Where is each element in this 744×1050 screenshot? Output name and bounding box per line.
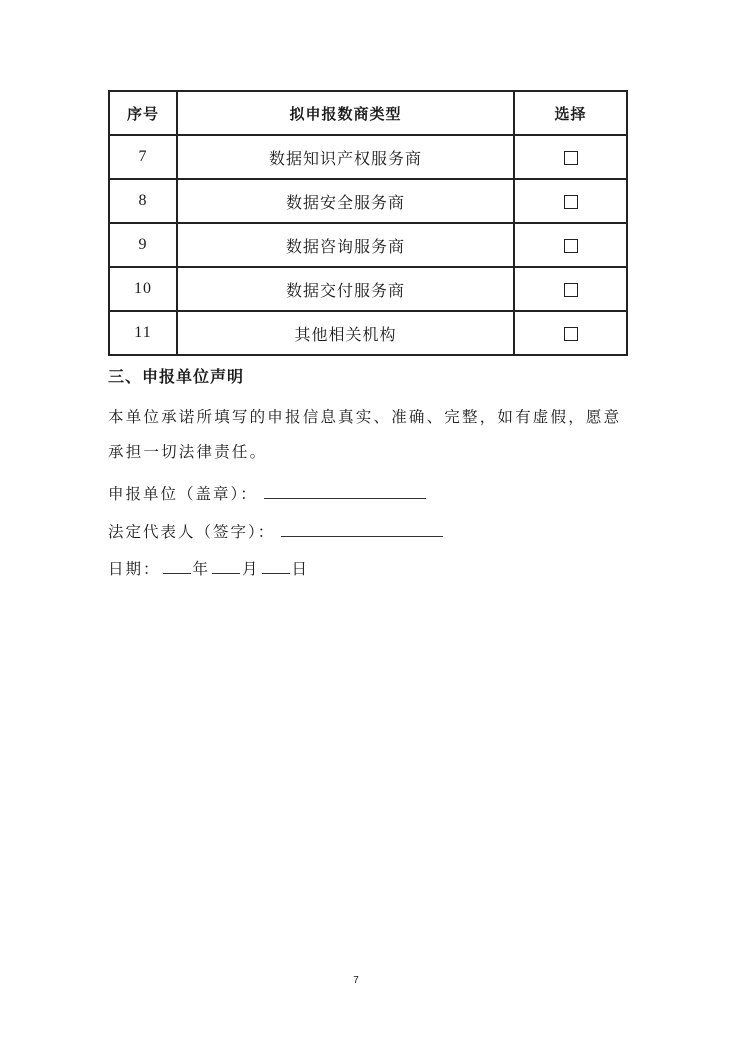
table-header-row <box>109 91 627 135</box>
select-checkbox[interactable] <box>564 195 578 209</box>
day-field[interactable] <box>262 557 290 574</box>
rep-signature-field[interactable] <box>281 520 443 537</box>
row-select-cell <box>514 223 627 267</box>
header-seq: 序号 <box>109 91 177 135</box>
declaration-statement: 本单位承诺所填写的申报信息真实、准确、完整，如有虚假，愿意承担一切法律责任。 <box>108 408 622 461</box>
table-row <box>109 179 627 223</box>
unit-seal-field[interactable] <box>264 482 426 499</box>
row-seq: 7 <box>109 135 177 179</box>
unit-label: 申报单位（盖章）： <box>108 485 258 503</box>
representative-signature-line <box>108 520 443 542</box>
row-select-cell <box>514 267 627 311</box>
header-select: 选择 <box>514 91 627 135</box>
year-label: 年 <box>192 560 211 578</box>
table-row <box>109 311 627 355</box>
table-row <box>109 135 627 179</box>
day-label: 日 <box>291 560 310 578</box>
month-label: 月 <box>242 560 260 578</box>
merchant-type-table <box>108 90 628 356</box>
select-checkbox[interactable] <box>564 283 578 297</box>
section-heading: 三、申报单位声明 <box>108 367 245 386</box>
row-type: 数据安全服务商 <box>177 179 514 223</box>
row-type: 数据咨询服务商 <box>177 223 514 267</box>
row-seq: 10 <box>109 267 177 311</box>
page-number: 7 <box>353 975 359 986</box>
row-select-cell <box>514 179 627 223</box>
row-seq: 9 <box>109 223 177 267</box>
row-type: 数据知识产权服务商 <box>177 135 514 179</box>
table-row <box>109 267 627 311</box>
row-select-cell <box>514 311 627 355</box>
rep-label: 法定代表人（签字）： <box>108 523 276 541</box>
year-field[interactable] <box>163 557 191 574</box>
table-row <box>109 223 627 267</box>
unit-signature-line <box>108 482 426 504</box>
row-type: 数据交付服务商 <box>177 267 514 311</box>
date-line <box>108 557 309 579</box>
date-label: 日期： <box>108 560 161 578</box>
row-type: 其他相关机构 <box>177 311 514 355</box>
header-type: 拟申报数商类型 <box>177 91 514 135</box>
row-seq: 11 <box>109 311 177 355</box>
select-checkbox[interactable] <box>564 327 578 341</box>
row-select-cell <box>514 135 627 179</box>
row-seq: 8 <box>109 179 177 223</box>
select-checkbox[interactable] <box>564 239 578 253</box>
month-field[interactable] <box>212 557 240 574</box>
select-checkbox[interactable] <box>564 151 578 165</box>
